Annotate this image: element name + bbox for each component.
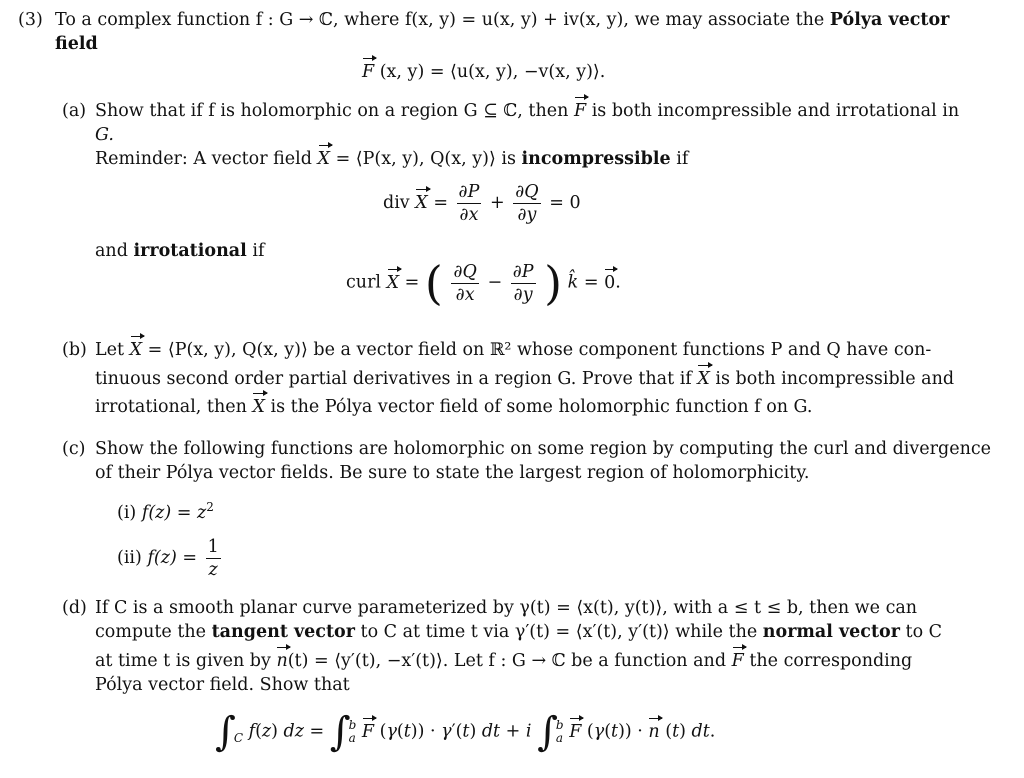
- vector-n: n: [276, 651, 288, 671]
- integral-a-b-2: ∫ b a: [537, 709, 564, 755]
- reminder-eq: = ⟨P(x, y), Q(x, y)⟩ is: [335, 149, 516, 169]
- vector-F: F: [573, 101, 587, 121]
- part-d-line1: If C is a smooth planar curve parameterized by γ(t) = ⟨x(t), y(t)⟩, with a ≤ t ≤ b, then we can: [95, 598, 918, 618]
- integral-a-b: ∫ b a: [329, 709, 357, 755]
- vector-F: F: [361, 721, 375, 742]
- part-a-line1: [95, 100, 959, 123]
- item2-label: (ii): [117, 548, 142, 568]
- part-a-line2: G.: [95, 125, 114, 145]
- vector-zero: 0: [604, 272, 616, 293]
- main-equation-rhs: (x, y) = ⟨u(x, y), −v(x, y)⟩.: [379, 62, 606, 82]
- tangent-vector-term: tangent vector: [211, 622, 355, 642]
- irrotational-term: irrotational: [133, 241, 247, 261]
- vector-X: X: [317, 149, 330, 169]
- item1-label: (i): [117, 502, 137, 523]
- d-line3-b: (t) = ⟨y′(t), −x′(t)⟩. Let f : G → ℂ be a function and: [287, 651, 727, 671]
- d-line2-a: compute the: [95, 622, 207, 642]
- and-word: and: [95, 241, 128, 261]
- part-d-label: (d): [62, 598, 87, 618]
- part-a-label: (a): [62, 101, 87, 121]
- part-a-text1: Show that if f is holomorphic on a region G ⊆ ℂ, then: [95, 101, 569, 121]
- fraction-dP-dy: $\frac{\partial P}{\partial y}$: [512, 261, 534, 305]
- part-c-item1: [117, 496, 214, 525]
- part-b-line2: [95, 368, 954, 391]
- part-c-line2: of their Pólya vector fields. Be sure to state the largest region of holomorphicity.: [95, 463, 810, 483]
- d-line2-c: to C: [905, 622, 943, 642]
- div-op: div: [383, 193, 410, 213]
- curl-equation: curl X = ( $\frac{\partial Q}{\partial x}$ − $\frac{\partial P}{\partial y}$ ) k̂ = 0.: [346, 256, 621, 310]
- d-line3-c: the corresponding: [749, 651, 913, 671]
- vector-F: F: [569, 721, 582, 742]
- d-line3-a: at time t is given by: [95, 651, 271, 671]
- d-line2-b: to C at time t via γ′(t) = ⟨x′(t), y′(t)⟩ while the: [360, 622, 758, 642]
- part-b-line2-end: is both incompressible and: [715, 369, 955, 389]
- part-d-line3: [95, 650, 912, 673]
- intro-bold: Pólya vector: [829, 10, 950, 30]
- part-b-line2-text: tinuous second order partial derivatives in a region G. Prove that if: [95, 369, 692, 389]
- intro-text: To a complex function f : G → ℂ, where f(x, y) = u(x, y) + iv(x, y), we may associate the: [55, 10, 825, 30]
- problem-number: (3): [18, 10, 43, 30]
- part-c-item2: [117, 536, 224, 581]
- vector-X: X: [415, 193, 428, 213]
- item1-expr: f(z) = z: [141, 502, 207, 523]
- vector-n: n: [648, 721, 660, 742]
- part-b-line3-start: irrotational, then: [95, 397, 247, 417]
- part-a-text1-end: is both incompressible and irrotational in: [591, 101, 960, 121]
- part-b-label: (b): [62, 340, 87, 360]
- vector-X: X: [697, 369, 710, 389]
- fraction-dP-dx: $\frac{\partial P}{\partial x}$: [458, 182, 480, 225]
- part-b-line3-end: is the Pólya vector field of some holomorphic function f on G.: [270, 397, 813, 417]
- integral-over-C: ∫ C: [215, 709, 244, 755]
- incompressible-term: incompressible: [521, 149, 671, 169]
- vector-X: X: [129, 340, 143, 360]
- fraction-dQ-dy: $\frac{\partial Q}{\partial y}$: [515, 182, 539, 225]
- part-c-line1: Show the following functions are holomorphic on some region by computing the curl and divergence: [95, 439, 991, 459]
- part-c-label: (c): [62, 439, 86, 459]
- item1-sup: 2: [206, 500, 214, 514]
- main-equation: [362, 61, 605, 84]
- integral-equation: ∫ C f(z) dz = ∫ b a F (γ(t)) · γ′(t) dt + i ∫ b a F (γ(t)) · n (t) dt.: [215, 709, 716, 755]
- vector-X: X: [386, 272, 400, 293]
- vector-X: X: [252, 397, 265, 417]
- part-b-let: Let: [95, 340, 125, 360]
- if-word: if: [676, 149, 689, 169]
- fraction-dQ-dx: $\frac{\partial Q}{\partial x}$: [453, 261, 477, 305]
- problem-intro: [55, 9, 949, 32]
- divergence-equation: div X = $\frac{\partial P}{\partial x}$ + $\frac{\partial Q}{\partial y}$ = 0: [383, 182, 581, 225]
- curl-op: curl: [346, 272, 382, 293]
- intro-bold-field: field: [55, 34, 98, 54]
- part-b-line1-text: = ⟨P(x, y), Q(x, y)⟩ be a vector field on ℝ² whose component functions P and Q have con-: [147, 340, 932, 360]
- vector-F: F: [731, 651, 744, 671]
- part-b-line1: [95, 339, 931, 362]
- part-a-reminder: [95, 148, 688, 171]
- item2-expr: f(z) =: [147, 548, 198, 568]
- vector-F: F: [362, 62, 375, 82]
- fraction-1-over-z: $\frac{1}{z}$: [207, 537, 219, 580]
- part-d-line4: Pólya vector field. Show that: [95, 675, 350, 695]
- part-b-line3: [95, 396, 812, 419]
- if-word-2: if: [252, 241, 265, 261]
- reminder-text: Reminder: A vector field: [95, 149, 312, 169]
- and-irrotational-line: [95, 240, 264, 263]
- normal-vector-term: normal vector: [762, 622, 900, 642]
- part-d-line2: [95, 621, 942, 644]
